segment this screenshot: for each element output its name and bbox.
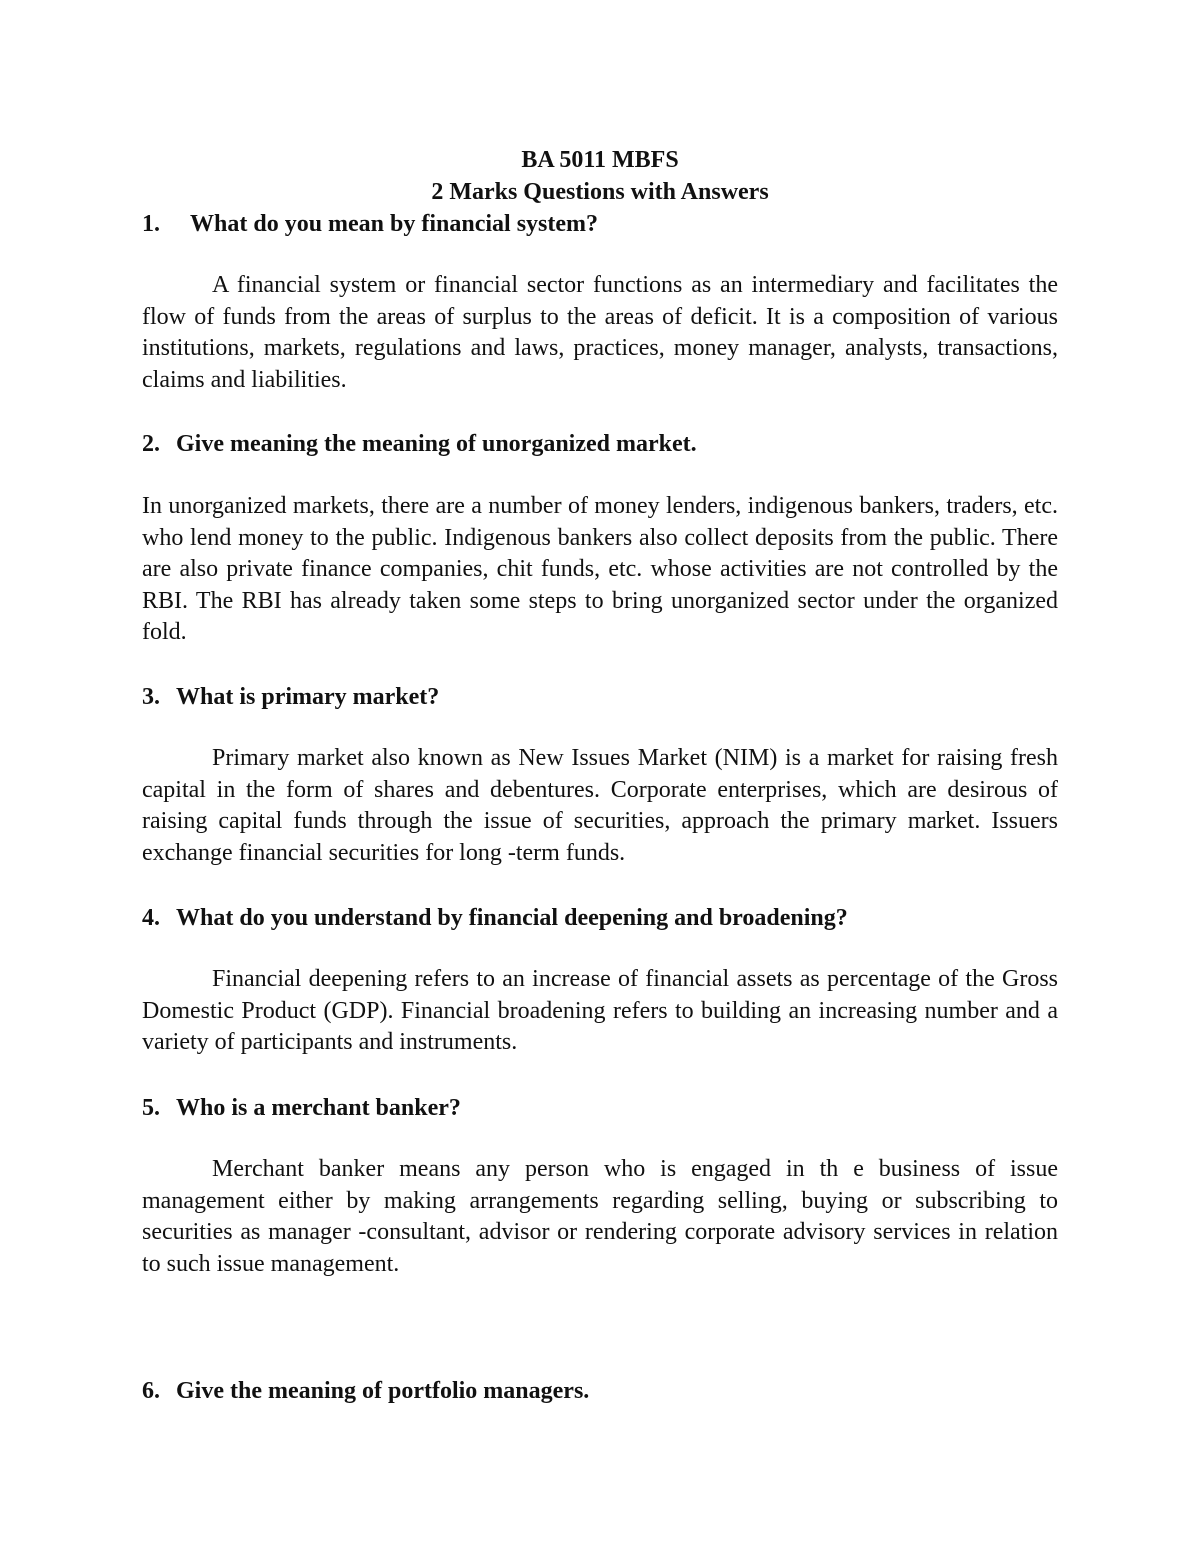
- question-text: Who is a merchant banker?: [176, 1095, 461, 1121]
- question-text: Give meaning the meaning of unorganized market.: [176, 431, 697, 457]
- question-4-heading: [142, 902, 1062, 934]
- answer-1: A financial system or financial sector functions as an intermediary and facilitates the flow of funds from the areas of surplus to the areas of deficit. It is a composition of various institutions, markets, regulations and laws, practices, money manager, analysts, transactions, claims and liabilities.: [142, 272, 1058, 393]
- answer-5: Merchant banker means any person who is engaged in th e business of issue management either by making arrangements regarding selling, buying or subscribing to securities as manager -consultant, advisor or rendering corporate advisory services in relation to such issue management.: [142, 1156, 1058, 1277]
- question-1-heading: [142, 208, 1062, 240]
- question-text: Give the meaning of portfolio managers.: [176, 1378, 590, 1404]
- question-number: 4.: [142, 905, 160, 931]
- question-text: What do you understand by financial deepening and broadening?: [176, 905, 848, 931]
- question-2-heading: [142, 428, 1062, 460]
- answer-3: Primary market also known as New Issues Market (NIM) is a market for raising fresh capital in the form of shares and debentures. Corporate enterprises, which are desirous of raising capital funds through the issue of securities, approach the primary market. Issuers exchange financial securities for long -term funds.: [142, 745, 1058, 866]
- question-text: What is primary market?: [176, 684, 440, 710]
- answer-2: In unorganized markets, there are a number of money lenders, indigenous bankers, traders, etc. who lend money to the public. Indigenous bankers also collect deposits from the public. There are also private finance companies, chit funds, etc. whose activities are not controlled by the RBI. The RBI has already taken some steps to bring unorganized sector under the organized fold.: [142, 493, 1058, 646]
- question-3-heading: [142, 681, 1062, 713]
- answer-4: Financial deepening refers to an increase of financial assets as percentage of the Gross Domestic Product (GDP). Financial broadening refers to building an increasing number and a variety of participants and instruments.: [142, 966, 1058, 1056]
- document-subtitle: 2 Marks Questions with Answers: [431, 179, 769, 205]
- question-number: 6.: [142, 1378, 160, 1404]
- document-title: BA 5011 MBFS: [521, 147, 679, 173]
- question-5-heading: [142, 1092, 1062, 1124]
- question-number: 1.: [142, 211, 160, 237]
- question-6-heading: [142, 1375, 1062, 1407]
- question-number: 3.: [142, 684, 160, 710]
- question-text: What do you mean by financial system?: [190, 211, 599, 237]
- question-number: 5.: [142, 1095, 160, 1121]
- question-number: 2.: [142, 431, 160, 457]
